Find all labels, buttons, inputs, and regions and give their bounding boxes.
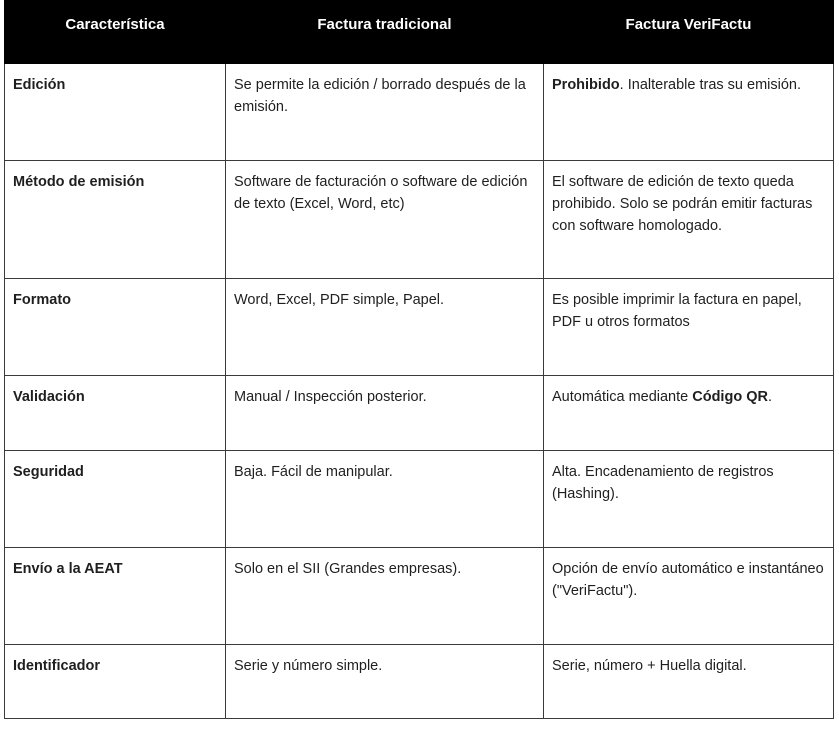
header-row	[5, 1, 834, 64]
table-row	[5, 161, 834, 279]
verifactu-emphasis: Prohibido	[552, 77, 620, 93]
verifactu-cell: Alta. Encadenamiento de registros (Hashing).	[544, 451, 834, 548]
traditional-cell: Word, Excel, PDF simple, Papel.	[226, 279, 544, 376]
header-caracteristica: Característica	[5, 1, 226, 64]
traditional-cell: Solo en el SII (Grandes empresas).	[226, 548, 544, 645]
table-row	[5, 548, 834, 645]
comparison-table	[4, 0, 834, 719]
table-row	[5, 645, 834, 719]
feature-cell: Envío a la AEAT	[5, 548, 226, 645]
traditional-cell: Se permite la edición / borrado después de la emisión.	[226, 64, 544, 161]
traditional-cell: Baja. Fácil de manipular.	[226, 451, 544, 548]
verifactu-cell: El software de edición de texto queda prohibido. Solo se podrán emitir facturas con software homologado.	[544, 161, 834, 279]
header-factura-verifactu: Factura VeriFactu	[544, 1, 834, 64]
table-row	[5, 451, 834, 548]
verifactu-cell: Opción de envío automático e instantáneo ("VeriFactu").	[544, 548, 834, 645]
verifactu-cell: Es posible imprimir la factura en papel, PDF u otros formatos	[544, 279, 834, 376]
verifactu-cell: Serie, número + Huella digital.	[544, 645, 834, 719]
table-row	[5, 279, 834, 376]
verifactu-emphasis: Código QR	[692, 389, 768, 405]
table-header	[5, 1, 834, 64]
table-row	[5, 64, 834, 161]
verifactu-text-end: .	[767, 389, 772, 405]
verifactu-text: Automática mediante	[552, 389, 693, 405]
verifactu-cell	[544, 64, 834, 161]
feature-cell: Seguridad	[5, 451, 226, 548]
feature-cell: Formato	[5, 279, 226, 376]
traditional-cell: Manual / Inspección posterior.	[226, 376, 544, 451]
verifactu-cell	[544, 376, 834, 451]
traditional-cell: Software de facturación o software de edición de texto (Excel, Word, etc)	[226, 161, 544, 279]
feature-cell: Método de emisión	[5, 161, 226, 279]
feature-cell: Identificador	[5, 645, 226, 719]
header-factura-tradicional: Factura tradicional	[226, 1, 544, 64]
feature-cell: Edición	[5, 64, 226, 161]
verifactu-text: . Inalterable tras su emisión.	[619, 77, 802, 93]
feature-cell: Validación	[5, 376, 226, 451]
traditional-cell: Serie y número simple.	[226, 645, 544, 719]
table-row	[5, 376, 834, 451]
table-body	[5, 64, 834, 719]
